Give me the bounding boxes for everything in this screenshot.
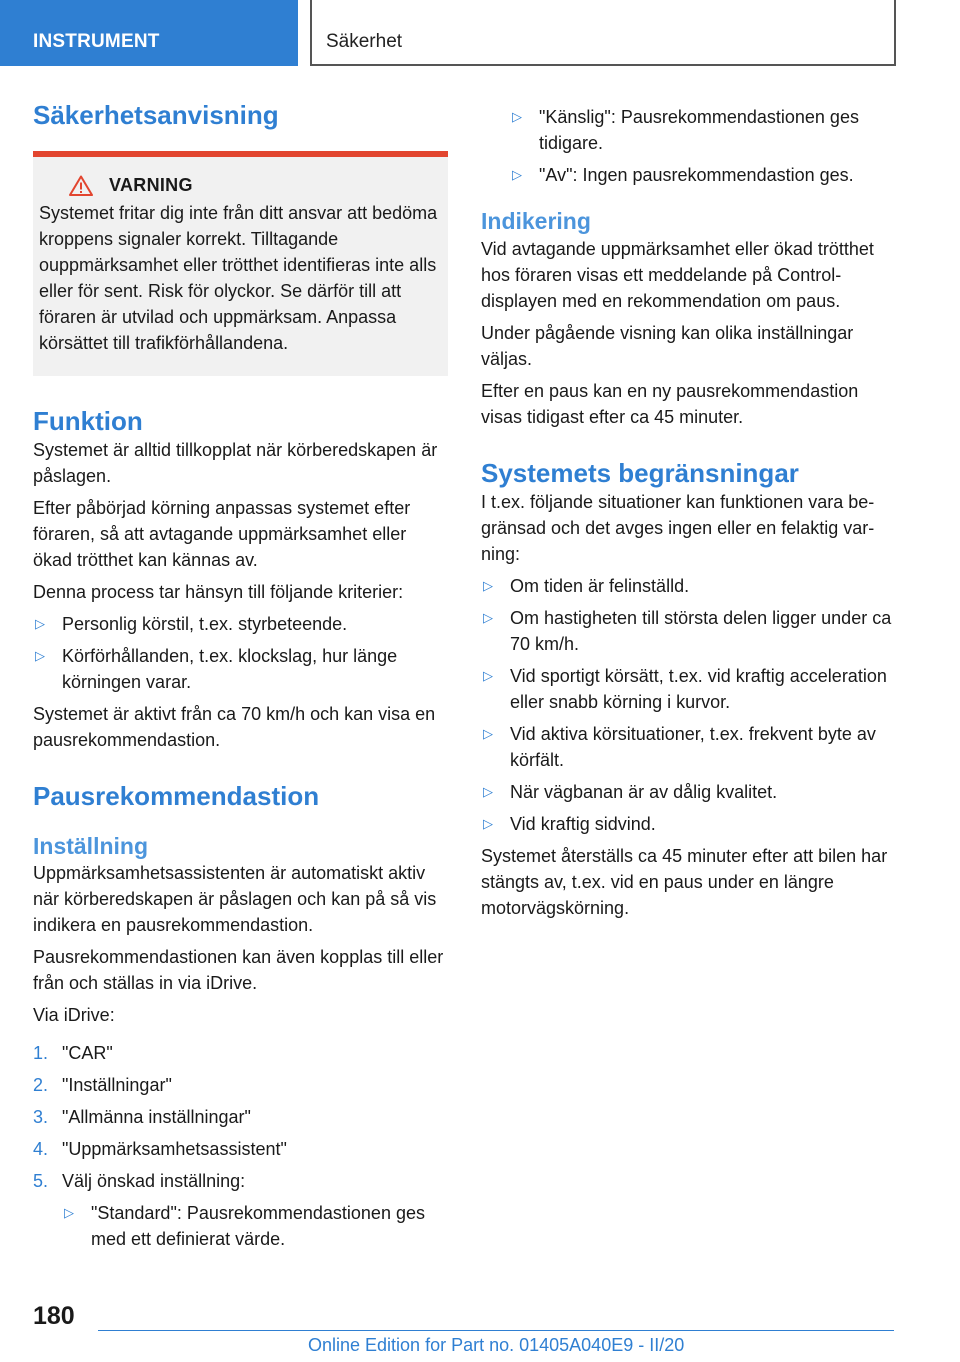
list-item-text: Om hastigheten till största delen ligger under ca 70 km/h. — [510, 607, 892, 654]
setting-options-list — [481, 104, 896, 188]
list-item-text: "Allmänna inställningar" — [62, 1107, 251, 1128]
list-item-text: Körförhållanden, t.ex. klockslag, hur länge körningen varar. — [62, 646, 398, 693]
step-number: 3. — [33, 1107, 49, 1128]
warning-label: VARNING — [109, 175, 193, 196]
list-item-text: Vid sportigt körsätt, t.ex. vid kraftig acceleration eller snabb körning i kurvor. — [510, 665, 887, 712]
indication-paragraph-2: Under pågående visning kan olika inställningar väljas. — [481, 322, 854, 369]
triangle-bullet-icon: ▷ — [64, 1205, 74, 1221]
left-column — [33, 100, 448, 1258]
triangle-bullet-icon: ▷ — [483, 667, 493, 683]
triangle-bullet-icon: ▷ — [483, 577, 493, 593]
heading-function: Funktion — [33, 406, 143, 437]
triangle-bullet-icon: ▷ — [483, 815, 493, 831]
limits-paragraph-1: I t.ex. följande situationer kan funktionen vara begränsad och det avges ingen eller en felaktig varning: — [481, 491, 875, 564]
list-item — [510, 162, 896, 188]
list-item-text: Vid aktiva körsituationer, t.ex. frekvent byte av körfält. — [510, 723, 876, 770]
function-paragraph-1: Systemet är alltid tillkopplat när körberedskapen är påslagen. — [33, 440, 438, 487]
warning-triangle-icon — [69, 175, 93, 196]
heading-system-limits: Systemets begränsningar — [481, 457, 799, 488]
list-item — [481, 605, 896, 657]
list-item-text: Om tiden är felinställd. — [510, 575, 690, 596]
setting-paragraph-3: Via iDrive: — [33, 1005, 115, 1026]
triangle-bullet-icon: ▷ — [35, 616, 45, 632]
step-number: 1. — [33, 1043, 49, 1064]
triangle-bullet-icon: ▷ — [512, 109, 522, 124]
warning-box — [33, 151, 448, 376]
list-item-text: Personlig körstil, t.ex. styrbeteende. — [62, 614, 348, 635]
warning-text: Systemet fritar dig inte från ditt ansvar att bedöma kroppens signaler korrekt. Tilltagande ouppmärksamhet eller trötthet identifieras inte alls eller för sent. Risk för olyckor. Se därför till att föraren är utvilad och uppmärksam. Anpassa körsättet till trafikförhållandena. — [39, 203, 438, 354]
list-item-text: När vägbanan är av dålig kvalitet. — [510, 781, 778, 802]
list-item — [33, 1168, 448, 1252]
list-item-text: "Standard": Pausrekommendastionen ges med ett definierat värde. — [91, 1203, 425, 1250]
list-item — [481, 811, 896, 837]
function-paragraph-4: Systemet är aktivt från ca 70 km/h och kan visa en pausrekommendastion. — [33, 704, 436, 751]
list-item — [481, 663, 896, 715]
list-item — [33, 611, 448, 637]
heading-indication: Indikering — [481, 208, 591, 234]
limits-list — [481, 573, 896, 837]
list-item-text: Vid kraftig sidvind. — [510, 813, 656, 834]
list-item — [33, 1136, 448, 1162]
limits-paragraph-2: Systemet återställs ca 45 minuter efter att bilen har stängts av, t.ex. vid en paus under en längre motorvägskörning. — [481, 845, 888, 918]
edition-text: Online Edition for Part no. 01405A040E9 - II/20 — [308, 1335, 685, 1355]
header-chapter-title: Säkerhet — [310, 0, 896, 66]
header-section-tab: INSTRUMENT — [0, 0, 298, 66]
list-item — [481, 779, 896, 805]
list-item-text: "Av": Ingen pausrekommendastion ges. — [539, 165, 854, 185]
list-item-text: Välj önskad inställning: — [62, 1171, 246, 1192]
heading-safety: Säkerhetsanvisning — [33, 100, 279, 130]
list-item — [481, 721, 896, 773]
criteria-list — [33, 611, 448, 695]
list-item — [62, 1200, 448, 1252]
list-item-text: "Uppmärksamhetsassistent" — [62, 1139, 287, 1160]
triangle-bullet-icon: ▷ — [35, 648, 45, 664]
page-number: 180 — [33, 1302, 75, 1330]
function-paragraph-2: Efter påbörjad körning anpassas systemet efter föraren, så att avtagande uppmärksamhet eller ökad trötthet kan kännas av. — [33, 498, 411, 571]
list-item-text: "CAR" — [62, 1043, 113, 1064]
list-item — [33, 1104, 448, 1130]
step5-options-list — [62, 1200, 448, 1252]
triangle-bullet-icon: ▷ — [483, 609, 493, 625]
idrive-steps-list — [33, 1040, 448, 1252]
function-paragraph-3: Denna process tar hänsyn till följande kriterier: — [33, 582, 404, 603]
list-item — [33, 1040, 448, 1066]
step-number: 2. — [33, 1075, 49, 1096]
list-item — [510, 104, 896, 156]
list-item — [481, 573, 896, 599]
setting-paragraph-2: Pausrekommendastionen kan även kopplas till eller från och ställas in via iDrive. — [33, 947, 444, 994]
triangle-bullet-icon: ▷ — [512, 167, 522, 182]
list-item — [33, 643, 448, 695]
step-number: 4. — [33, 1139, 49, 1160]
list-item-text: "Inställningar" — [62, 1075, 172, 1096]
triangle-bullet-icon: ▷ — [483, 725, 493, 741]
list-item-text: "Känslig": Pausrekommendastionen ges tidigare. — [539, 107, 859, 153]
heading-setting: Inställning — [33, 832, 148, 859]
setting-paragraph-1: Uppmärksamhetsassistenten är automatiskt aktiv när körberedskapen är påslagen och kan på så vis indikera en pausrekommendastion. — [33, 863, 437, 936]
indication-paragraph-1: Vid avtagande uppmärksamhet eller ökad trötthet hos föraren visas ett meddelande på Controldisplayen med en rekommendation om paus. — [481, 238, 874, 311]
list-item — [33, 1072, 448, 1098]
triangle-bullet-icon: ▷ — [483, 783, 493, 799]
footer-divider — [98, 1330, 894, 1331]
indication-paragraph-3: Efter en paus kan en ny pausrekommendastion visas tidigast efter ca 45 minuter. — [481, 380, 859, 427]
right-column — [481, 104, 896, 927]
step-number: 5. — [33, 1171, 49, 1192]
heading-pause-recommendation: Pausrekommendastion — [33, 781, 320, 812]
